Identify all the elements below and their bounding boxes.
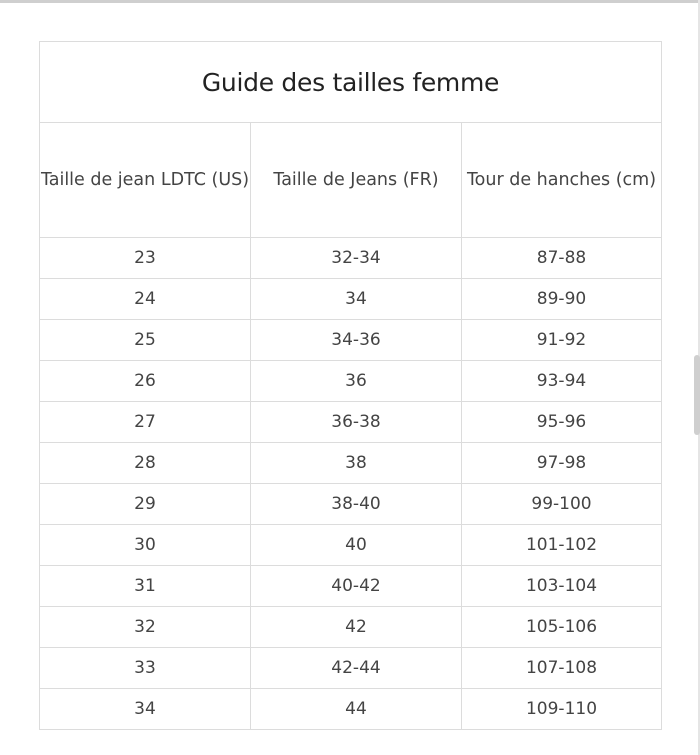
cell-us: 34	[40, 689, 251, 730]
cell-us: 27	[40, 402, 251, 443]
cell-us: 32	[40, 607, 251, 648]
scrollbar-thumb[interactable]	[694, 355, 700, 435]
cell-us: 29	[40, 484, 251, 525]
header-us-size: Taille de jean LDTC (US)	[40, 123, 251, 238]
table-row	[40, 648, 662, 689]
cell-us: 33	[40, 648, 251, 689]
table-title: Guide des tailles femme	[40, 42, 662, 123]
cell-fr: 38	[251, 443, 462, 484]
cell-hip: 101-102	[462, 525, 662, 566]
cell-hip: 97-98	[462, 443, 662, 484]
table-row	[40, 607, 662, 648]
cell-fr: 42-44	[251, 648, 462, 689]
cell-us: 23	[40, 238, 251, 279]
cell-hip: 105-106	[462, 607, 662, 648]
cell-hip: 99-100	[462, 484, 662, 525]
cell-fr: 38-40	[251, 484, 462, 525]
table-row	[40, 402, 662, 443]
cell-hip: 93-94	[462, 361, 662, 402]
cell-hip: 103-104	[462, 566, 662, 607]
cell-fr: 40	[251, 525, 462, 566]
cell-fr: 36	[251, 361, 462, 402]
cell-us: 24	[40, 279, 251, 320]
cell-fr: 40-42	[251, 566, 462, 607]
table-row	[40, 484, 662, 525]
size-guide-table	[39, 41, 662, 730]
table-row	[40, 361, 662, 402]
cell-hip: 107-108	[462, 648, 662, 689]
cell-fr: 34	[251, 279, 462, 320]
cell-hip: 109-110	[462, 689, 662, 730]
cell-hip: 89-90	[462, 279, 662, 320]
cell-hip: 95-96	[462, 402, 662, 443]
table-row	[40, 320, 662, 361]
cell-us: 28	[40, 443, 251, 484]
header-hip-size: Tour de hanches (cm)	[462, 123, 662, 238]
cell-fr: 42	[251, 607, 462, 648]
cell-us: 30	[40, 525, 251, 566]
table-row	[40, 279, 662, 320]
cell-hip: 91-92	[462, 320, 662, 361]
cell-fr: 36-38	[251, 402, 462, 443]
cell-fr: 32-34	[251, 238, 462, 279]
cell-us: 26	[40, 361, 251, 402]
top-divider	[0, 0, 700, 3]
cell-hip: 87-88	[462, 238, 662, 279]
cell-fr: 44	[251, 689, 462, 730]
table-row	[40, 689, 662, 730]
header-fr-size: Taille de Jeans (FR)	[251, 123, 462, 238]
table-row	[40, 525, 662, 566]
table-row	[40, 443, 662, 484]
table-row	[40, 238, 662, 279]
cell-us: 25	[40, 320, 251, 361]
table-row	[40, 566, 662, 607]
cell-us: 31	[40, 566, 251, 607]
cell-fr: 34-36	[251, 320, 462, 361]
